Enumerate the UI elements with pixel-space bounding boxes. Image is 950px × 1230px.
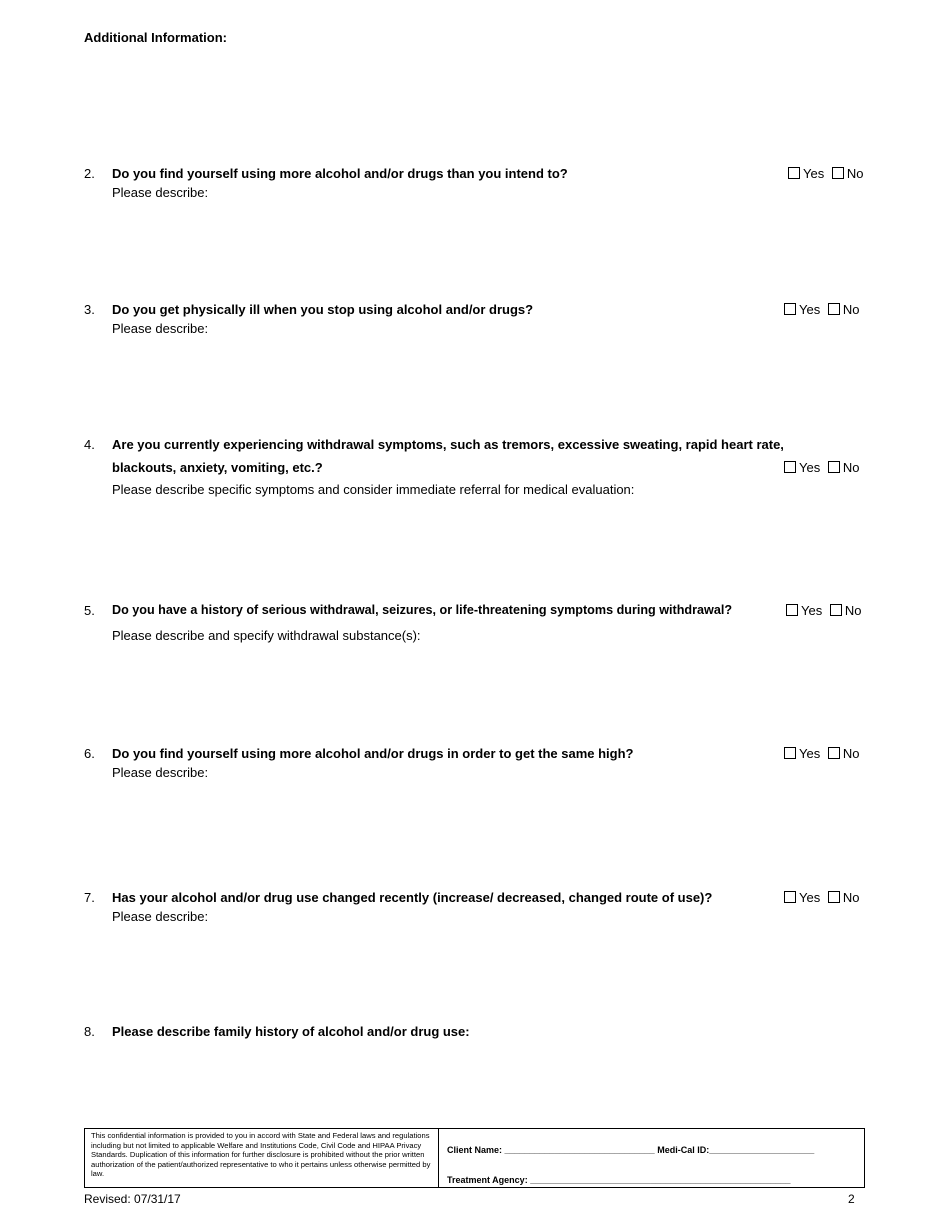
no-checkbox[interactable]	[828, 747, 840, 759]
yes-no-options	[782, 603, 861, 618]
question-text: Do you find yourself using more alcohol and/or drugs than you intend to?	[112, 166, 568, 181]
question-text-line-2: blackouts, anxiety, vomiting, etc.?	[112, 460, 323, 475]
confidentiality-disclaimer: This confidential information is provided to you in accord with State and Federal laws and regulations including but not limited to applicable Welfare and Institutions Code, Civil Code and HIPAA Privacy Standards. Duplication of this information for further disclosure is prohibited without the prior written authorization of the patient/authorized representative to who it pertains unless otherwise permitted by law.	[85, 1129, 439, 1187]
no-checkbox[interactable]	[832, 167, 844, 179]
yes-checkbox[interactable]	[784, 747, 796, 759]
question-text: Do you get physically ill when you stop using alcohol and/or drugs?	[112, 302, 534, 317]
medi-cal-id-field[interactable]: Medi-Cal ID:_____________________	[657, 1145, 815, 1155]
yes-checkbox[interactable]	[784, 461, 796, 473]
page-number: 2	[848, 1192, 855, 1206]
no-label: No	[842, 302, 860, 317]
yes-no-options	[780, 302, 859, 317]
revised-date: Revised: 07/31/17	[84, 1192, 181, 1206]
yes-label: Yes	[799, 302, 821, 317]
no-label: No	[842, 460, 860, 475]
question-prompt: Please describe:	[112, 765, 209, 780]
yes-no-options	[780, 460, 859, 475]
question-prompt: Please describe:	[112, 185, 209, 200]
yes-label: Yes	[799, 460, 821, 475]
question-prompt: Please describe specific symptoms and consider immediate referral for medical evaluation:	[112, 482, 635, 497]
no-label: No	[842, 746, 860, 761]
yes-checkbox[interactable]	[786, 604, 798, 616]
yes-no-options	[780, 746, 859, 761]
no-checkbox[interactable]	[828, 461, 840, 473]
client-info-section	[439, 1129, 864, 1187]
question-prompt: Please describe:	[112, 909, 209, 924]
yes-checkbox[interactable]	[784, 891, 796, 903]
question-text: Has your alcohol and/or drug use changed recently (increase/ decreased, changed route of use)?	[112, 890, 713, 905]
footer-box	[84, 1128, 865, 1188]
yes-label: Yes	[803, 166, 825, 181]
question-prompt: Please describe:	[112, 321, 209, 336]
no-checkbox[interactable]	[828, 303, 840, 315]
question-number: 4.	[84, 437, 95, 452]
question-number: 7.	[84, 890, 95, 905]
question-number: 3.	[84, 302, 95, 317]
question-text: Please describe family history of alcohol and/or drug use:	[112, 1024, 470, 1039]
question-number: 6.	[84, 746, 95, 761]
question-number: 5.	[84, 603, 95, 618]
no-checkbox[interactable]	[830, 604, 842, 616]
yes-no-options	[784, 166, 863, 181]
client-name-field[interactable]: Client Name: ______________________________ Medi-Cal ID:_____________________	[447, 1145, 815, 1155]
no-checkbox[interactable]	[828, 891, 840, 903]
no-label: No	[844, 603, 862, 618]
yes-no-options	[780, 890, 859, 905]
yes-checkbox[interactable]	[788, 167, 800, 179]
question-text-line-1: Are you currently experiencing withdrawal symptoms, such as tremors, excessive sweating, rapid heart rate,	[112, 437, 784, 452]
no-label: No	[846, 166, 864, 181]
no-label: No	[842, 890, 860, 905]
question-number: 2.	[84, 166, 95, 181]
question-number: 8.	[84, 1024, 95, 1039]
section-title: Additional Information:	[84, 30, 227, 45]
treatment-agency-field[interactable]: Treatment Agency: ____________________________________________________	[447, 1175, 791, 1185]
question-text: Do you have a history of serious withdrawal, seizures, or life-threatening symptoms during withdrawal?	[112, 603, 733, 617]
yes-checkbox[interactable]	[784, 303, 796, 315]
yes-label: Yes	[799, 746, 821, 761]
yes-label: Yes	[799, 890, 821, 905]
question-prompt: Please describe and specify withdrawal substance(s):	[112, 628, 421, 643]
yes-label: Yes	[801, 603, 823, 618]
question-text: Do you find yourself using more alcohol and/or drugs in order to get the same high?	[112, 746, 634, 761]
